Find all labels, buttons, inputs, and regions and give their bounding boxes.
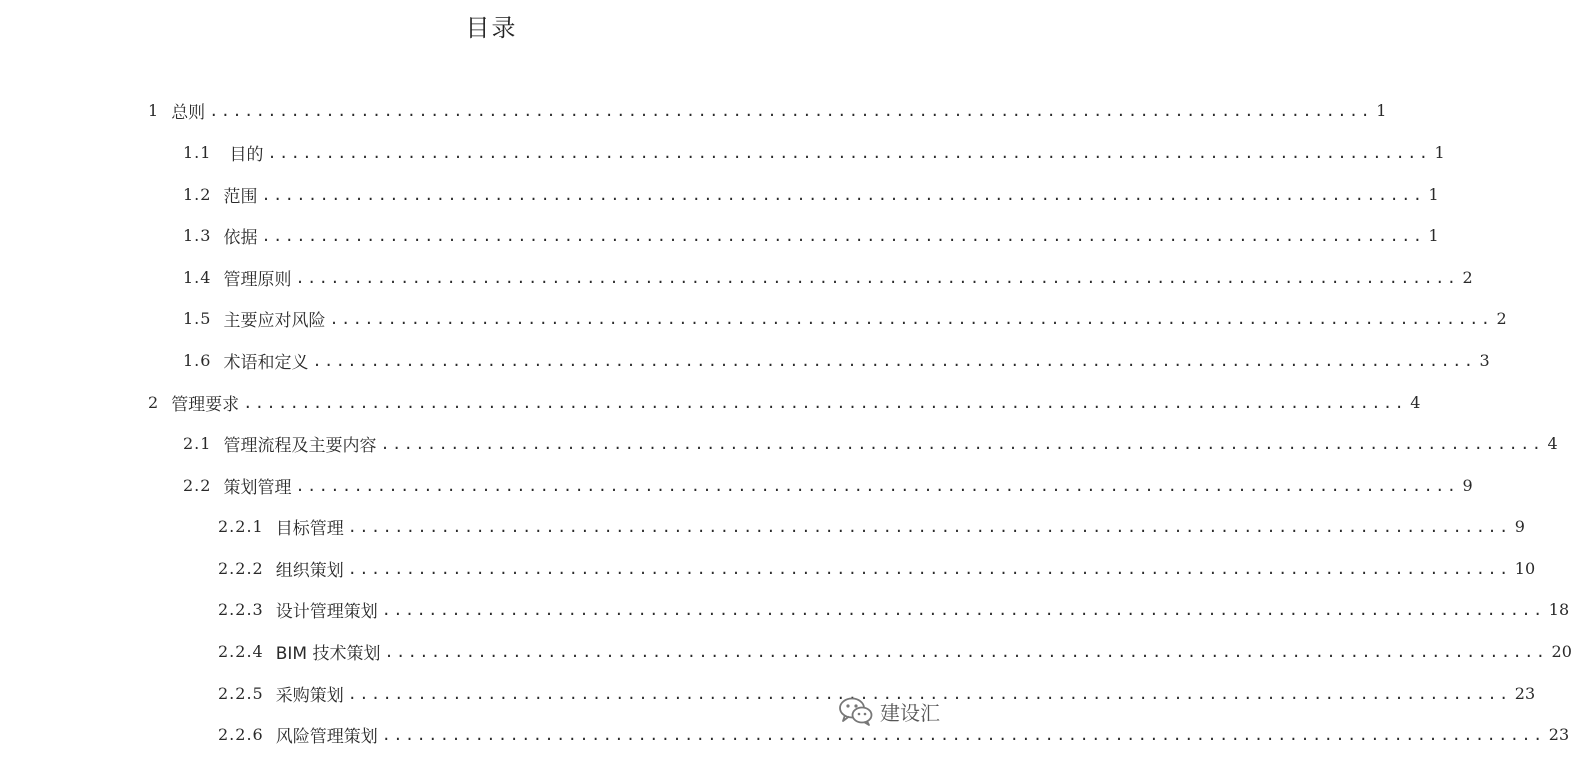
- toc-entry-title: BIM 技术策划: [275, 643, 381, 664]
- toc-leader-dots: ....................................................................................................: [261, 186, 1425, 204]
- toc-entry-number: 1.6: [183, 350, 212, 370]
- toc-entry-title: 目的: [229, 144, 264, 165]
- toc-entry-page: 20: [1551, 641, 1572, 661]
- toc-entry-number: 1.5: [183, 308, 212, 328]
- toc-entry-number: 1.4: [183, 267, 212, 287]
- toc-leader-dots: ....................................................................................................: [347, 518, 1511, 536]
- toc-entry-number: 1.2: [183, 184, 212, 204]
- toc-entry-page: 1: [1428, 184, 1439, 204]
- toc-entry[interactable]: [183, 431, 1558, 456]
- toc-entry[interactable]: [183, 306, 1507, 331]
- toc-entry[interactable]: [218, 681, 1536, 706]
- toc-entry[interactable]: [218, 597, 1570, 622]
- toc-entry-title: 主要应对风险: [223, 310, 326, 331]
- toc-leader-dots: ....................................................................................................: [267, 144, 1431, 162]
- toc-entry-page: 10: [1514, 558, 1536, 578]
- toc-entry-page: 18: [1548, 599, 1570, 619]
- toc-entry-number: 1.1: [183, 142, 212, 162]
- toc-entry[interactable]: [183, 265, 1473, 290]
- toc-entry-page: 9: [1514, 516, 1525, 536]
- toc-leader-dots: ....................................................................................................: [295, 269, 1459, 287]
- toc-entry[interactable]: [183, 473, 1473, 498]
- toc-entry-page: 23: [1514, 683, 1536, 703]
- toc-entry-number: 1: [148, 100, 160, 120]
- toc-entry-page: 1: [1434, 142, 1445, 162]
- toc-entry-page: 4: [1410, 392, 1421, 412]
- toc-entry-number: 2: [148, 392, 160, 412]
- toc-leader-dots: ....................................................................................................: [381, 726, 1545, 744]
- toc-entry[interactable]: [183, 223, 1439, 248]
- toc-entry-title: 管理原则: [223, 269, 292, 290]
- toc-leader-dots: ....................................................................................................: [312, 352, 1476, 370]
- toc-leader-dots: ....................................................................................................: [347, 560, 1511, 578]
- toc-entry-title: 策划管理: [223, 477, 292, 498]
- toc-entry-title: 术语和定义: [223, 352, 309, 373]
- toc-entry-number: 2.2.6: [218, 724, 264, 744]
- toc-leader-dots: ....................................................................................................: [261, 227, 1425, 245]
- toc-entry-page: 3: [1479, 350, 1490, 370]
- wechat-icon: [838, 696, 874, 726]
- toc-entry-title: 范围: [223, 186, 258, 207]
- toc-entry-number: 2.2.2: [218, 558, 264, 578]
- toc-entry-page: 23: [1548, 724, 1570, 744]
- toc-entry[interactable]: [183, 348, 1490, 373]
- toc-entry[interactable]: [148, 390, 1421, 415]
- toc-entry[interactable]: [183, 140, 1445, 165]
- toc-leader-dots: ....................................................................................................: [295, 477, 1459, 495]
- toc-entry-number: 2.2.3: [218, 599, 264, 619]
- toc-leader-dots: ....................................................................................................: [381, 601, 1545, 619]
- toc-leader-dots: ....................................................................................................: [329, 310, 1493, 328]
- watermark: [838, 696, 940, 726]
- toc-entry-title: 风险管理策划: [275, 726, 378, 747]
- toc-entry-title: 总则: [171, 102, 206, 123]
- toc-entry[interactable]: [183, 182, 1439, 207]
- toc-entry-number: 2.2: [183, 475, 212, 495]
- toc-entry-title: 管理流程及主要内容: [223, 435, 377, 456]
- toc-entry-number: 2.1: [183, 433, 212, 453]
- toc-leader-dots: ....................................................................................................: [384, 643, 1548, 661]
- toc-entry[interactable]: [218, 556, 1536, 581]
- toc-leader-dots: ....................................................................................................: [380, 435, 1544, 453]
- toc-entry-number: 1.3: [183, 225, 212, 245]
- toc-entry-title: 依据: [223, 227, 258, 248]
- toc-leader-dots: ....................................................................................................: [243, 394, 1407, 412]
- toc-leader-dots: ....................................................................................................: [209, 102, 1373, 120]
- toc-entry-title: 组织策划: [275, 560, 344, 581]
- toc-entry-title: 采购策划: [275, 685, 344, 706]
- toc-entry-page: 1: [1376, 100, 1387, 120]
- toc-entry-page: 4: [1547, 433, 1558, 453]
- toc-entry-page: 2: [1462, 267, 1473, 287]
- toc-entry-page: 2: [1496, 308, 1507, 328]
- toc-entry-title: 目标管理: [275, 518, 344, 539]
- toc-entry-number: 2.2.4: [218, 641, 264, 661]
- toc-entry[interactable]: [218, 514, 1525, 539]
- toc-title: 目录: [465, 14, 518, 42]
- toc-entry-number: 2.2.1: [218, 516, 264, 536]
- toc-entry-page: 9: [1462, 475, 1473, 495]
- toc-entry-number: 2.2.5: [218, 683, 264, 703]
- toc-entry-title: 设计管理策划: [275, 601, 378, 622]
- toc-entry[interactable]: [218, 639, 1572, 664]
- toc-entry-title: 管理要求: [171, 394, 240, 415]
- toc-entry[interactable]: [148, 98, 1387, 123]
- toc-leader-dots: ....................................................................................................: [347, 685, 1511, 703]
- toc-entry-page: 1: [1428, 225, 1439, 245]
- toc-entry[interactable]: [218, 722, 1570, 747]
- watermark-label: 建设汇: [880, 700, 940, 725]
